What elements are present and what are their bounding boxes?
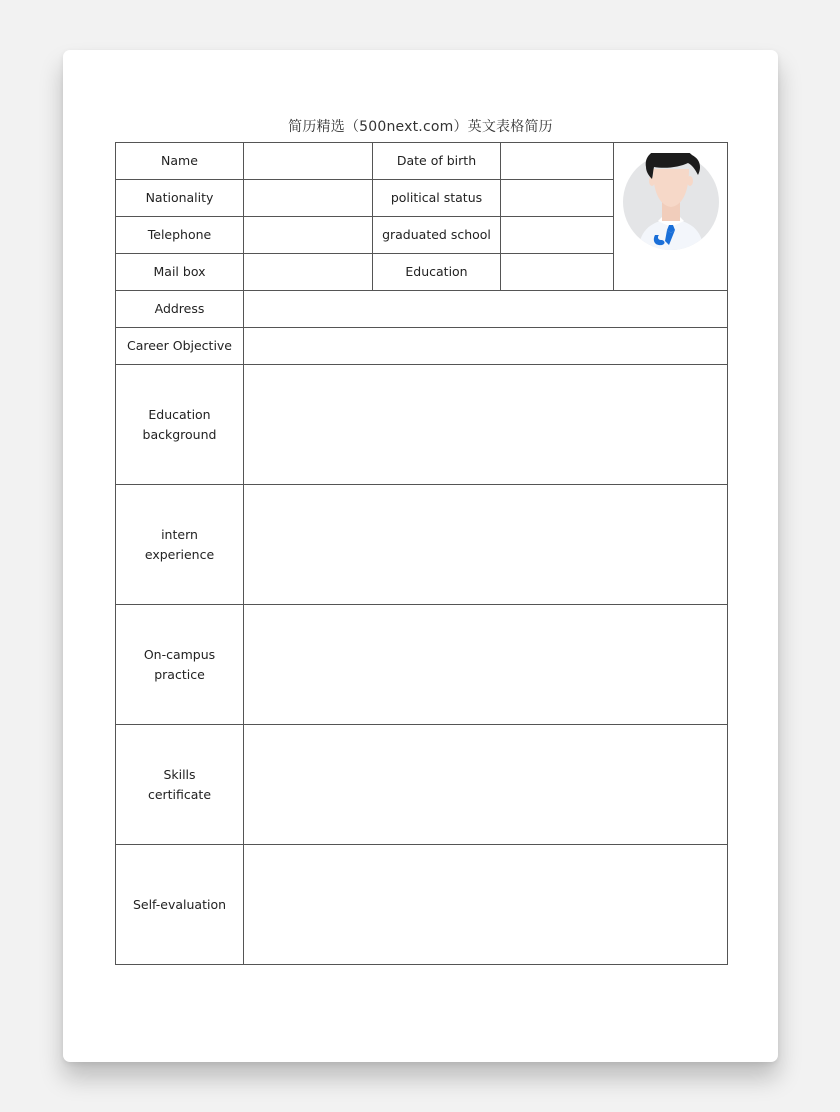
address-value-cell[interactable] — [244, 291, 728, 328]
photo-cell[interactable] — [614, 143, 728, 291]
table-row — [116, 845, 728, 965]
telephone-value-cell[interactable] — [244, 217, 373, 254]
political-status-value-cell[interactable] — [501, 180, 614, 217]
section-label-cell — [116, 365, 244, 485]
avatar-icon — [622, 153, 720, 251]
mail-box-value-cell[interactable] — [244, 254, 373, 291]
resume-table — [115, 142, 728, 965]
career-objective-value-cell[interactable] — [244, 328, 728, 365]
table-row — [116, 605, 728, 725]
label-cell: Career Objective — [116, 328, 244, 365]
section-label-cell — [116, 845, 244, 965]
section-label-line: On-campus — [143, 646, 216, 662]
resume-page — [63, 50, 778, 1062]
section-label-line: background — [142, 426, 217, 442]
name-value-cell[interactable] — [244, 143, 373, 180]
skills-certificate-value-cell[interactable] — [244, 725, 728, 845]
section-label-line: certificate — [147, 786, 212, 802]
table-row — [116, 143, 728, 180]
label-cell: political status — [373, 180, 501, 217]
section-label-cell — [116, 485, 244, 605]
section-label-line: Education — [148, 406, 211, 422]
section-label-line: practice — [154, 666, 205, 682]
nationality-value-cell[interactable] — [244, 180, 373, 217]
table-row — [116, 328, 728, 365]
date-of-birth-value-cell[interactable] — [501, 143, 614, 180]
label-cell: Mail box — [116, 254, 244, 291]
label-cell: Address — [116, 291, 244, 328]
education-value-cell[interactable] — [501, 254, 614, 291]
section-label-line: experience — [144, 546, 215, 562]
intern-experience-value-cell[interactable] — [244, 485, 728, 605]
section-label-cell — [116, 605, 244, 725]
label-cell: graduated school — [373, 217, 501, 254]
table-row — [116, 485, 728, 605]
section-label-line: Skills — [163, 766, 196, 782]
table-row — [116, 291, 728, 328]
label-cell: Date of birth — [373, 143, 501, 180]
self-evaluation-value-cell[interactable] — [244, 845, 728, 965]
on-campus-practice-value-cell[interactable] — [244, 605, 728, 725]
section-label-line: Self-evaluation — [132, 896, 227, 912]
graduated-school-value-cell[interactable] — [501, 217, 614, 254]
section-label-line: intern — [161, 526, 198, 542]
education-background-value-cell[interactable] — [244, 365, 728, 485]
table-row — [116, 365, 728, 485]
label-cell: Education — [373, 254, 501, 291]
table-row — [116, 725, 728, 845]
document-title: 简历精选（500next.com）英文表格简历 — [288, 119, 553, 135]
label-cell: Nationality — [116, 180, 244, 217]
label-cell: Telephone — [116, 217, 244, 254]
label-cell: Name — [116, 143, 244, 180]
section-label-cell — [116, 725, 244, 845]
